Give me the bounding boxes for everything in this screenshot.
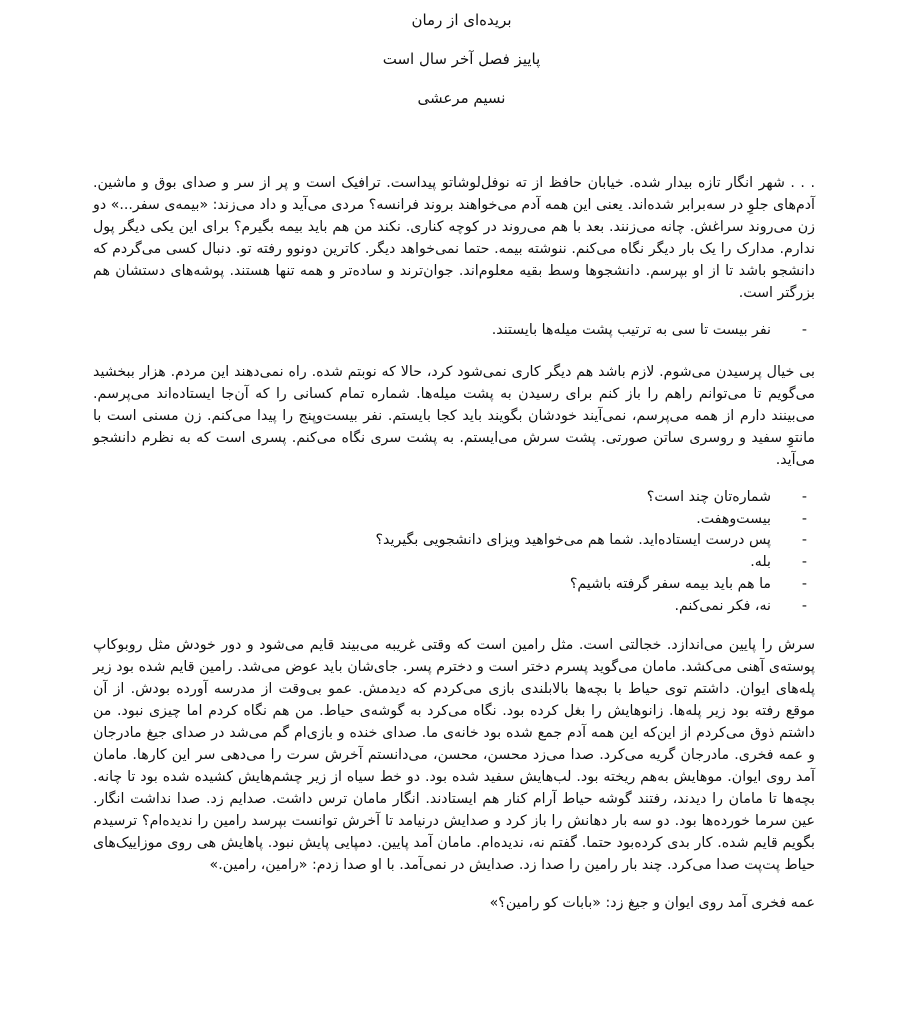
paragraph-1: . . . شهر انگار تازه بیدار شده. خیابان حافظ از ته نوفل‌لوشاتو پیداست. ترافیک است و پر از سر و صدای بوق و ماشین. آدم‌های جلوِ در سه‌برابر شده‌اند. یعنی این همه آدم می‌خواهند بروند فرانسه؟ مردی می‌آید و داد می‌زند: «بیمه‌ی سفر...» دو زن می‌روند سراغش. چانه می‌زنند. بعد با هم می‌روند در کوچه کناری. نکند من هم باید بیمه بگیرم؟ برای این یکی دیگر پول ندارم. مدارک را یک بار دیگر نگاه می‌کنم. ننوشته بیمه. حتما نمی‌خواهد دیگر. کاترین دونوو رفته تو. دنبال کسی می‌گردم که دانشجو باشد تا از او بپرسم. دانشجوها وسط بقیه معلوم‌اند. جوان‌ترند و ساده‌تر و همه تنها هستند. پوشه‌های دستشان هم بزرگتر است. [93,175,815,301]
dialogue-line [93,552,815,574]
dialogue-line [93,596,815,618]
document-header [0,10,923,127]
dialogue-text: نه، فکر نمی‌کنم. [674,597,771,614]
dash-bullet: - [801,322,807,338]
dash-bullet: - [801,597,807,614]
dialogue-list [93,487,815,618]
dialogue-line [93,530,815,552]
dialogue-text: شماره‌تان چند است؟ [646,488,771,505]
dialogue-text: بیست‌وهفت. [696,510,771,527]
document-body [93,172,815,930]
dialogue-text: ما هم باید بیمه سفر گرفته باشیم؟ [569,575,771,592]
instruction-item [93,320,815,342]
paragraph-4: عمه فخری آمد روی ایوان و جیغ زد: «بابات کو رامین؟» [489,894,815,911]
dash-bullet: - [801,488,807,505]
paragraph-2: بی خیال پرسیدن می‌شوم. لازم باشد هم دیگر کاری نمی‌شود کرد، حالا که نوبتم شده. راه نمی‌دهند این مردم. هزار ببخشید می‌گویم تا می‌توانم راهم را باز کنم برای رسیدن به پشت میله‌ها. شماره تمام کسانی را که آن‌جا ایستاده‌اند می‌پرسم. می‌بینند دارم از همه می‌پرسم، نمی‌آیند خودشان بگویند باید کجا بایستم. نفر بیست‌وپنج را پیدا می‌کنم. زن مسنی است با مانتوِ سفید و روسری ساتن صورتی. پشت سرش می‌ایستم. به پشت سری نگاه می‌کنم. پسری است که به نظرم دانشجو می‌آید. [93,363,815,468]
novel-title: پاییز فصل آخر سال است [382,50,541,68]
dash-bullet: - [801,575,807,592]
instruction-text: نفر بیست تا سی به ترتیب پشت میله‌ها بایستند. [491,322,771,338]
dash-bullet: - [801,532,807,549]
section-label: بریده‌ای از رمان [411,11,512,29]
dialogue-line [93,574,815,596]
instruction-list [93,320,815,342]
dash-bullet: - [801,510,807,527]
dash-bullet: - [801,554,807,571]
paragraph-3: سرش را پایین می‌اندازد. خجالتی است. مثل رامین است که وقتی غریبه می‌بیند قایم می‌شود و دور خودش مثل روبوکاپ پوسته‌ی آهنی می‌کشد. مامان می‌گوید پسرم دختر است و دخترم پسر. جای‌شان باید عوض می‌شد. رامین قایم شده بود زیر پله‌های ایوان. داشتم توی حیاط با بچه‌ها بالابلندی بازی می‌کردم که دیدمش. عمو بی‌وقت از مدرسه آورده بودش. از آن موقع رفته بود زیر پله‌ها. زانوهایش را بغل کرده بود. نگاه می‌کرد به گوشه‌ی حیاط. من هم نگاه کردم اما چیزی نبود. من داشتم ذوق می‌کردم از این‌که این همه آدم جمع شده بود خانه‌ی ما. صدای خنده و بازی‌ام گم می‌شد در صدای جیغ مادرجان و عمه فخری. مادرجان گریه می‌کرد. صدا می‌زد محسن، محسن، می‌دانستم آخرش سرت را می‌دهی سر این کارها. مامان آمد روی ایوان. موهایش به‌هم ریخته بود. لب‌هایش سفید شده بود. دو خط سیاه از زیر چشم‌هایش کشیده شده بود تا چانه. بچه‌ها تا مامان را دیدند، رفتند گوشه حیاط آرام کنار هم ایستادند. انگار مامان ترس داشت. صدایم زد. صدا نداشت انگار. عین سرما خورده‌ها بود. دو سه بار دهانش را باز کرد و صدایش درنیامد تا آخرش توانست بپرسد رامین را ندیده‌ام؟ ترسیدم بگویم قایم شده. کار بدی کرده‌بود حتما. گفتم نه، ندیده‌ام. مامان آمد پایین. دمپایی پایش نبود. پاهایش هی روی موزاییک‌های حیاط پت‌پت صدا می‌کرد. چند بار رامین را صدا زد. صدایش در نمی‌آمد. با او صدا زدم: «رامین، رامین.» [93,636,815,873]
author-name: نسیم مرعشی [417,89,506,107]
dialogue-line [93,487,815,509]
dialogue-line [93,509,815,531]
dialogue-text: پس درست ایستاده‌اید. شما هم می‌خواهید ویزای دانشجویی بگیرید؟ [375,532,771,549]
dialogue-text: بله. [750,554,771,571]
